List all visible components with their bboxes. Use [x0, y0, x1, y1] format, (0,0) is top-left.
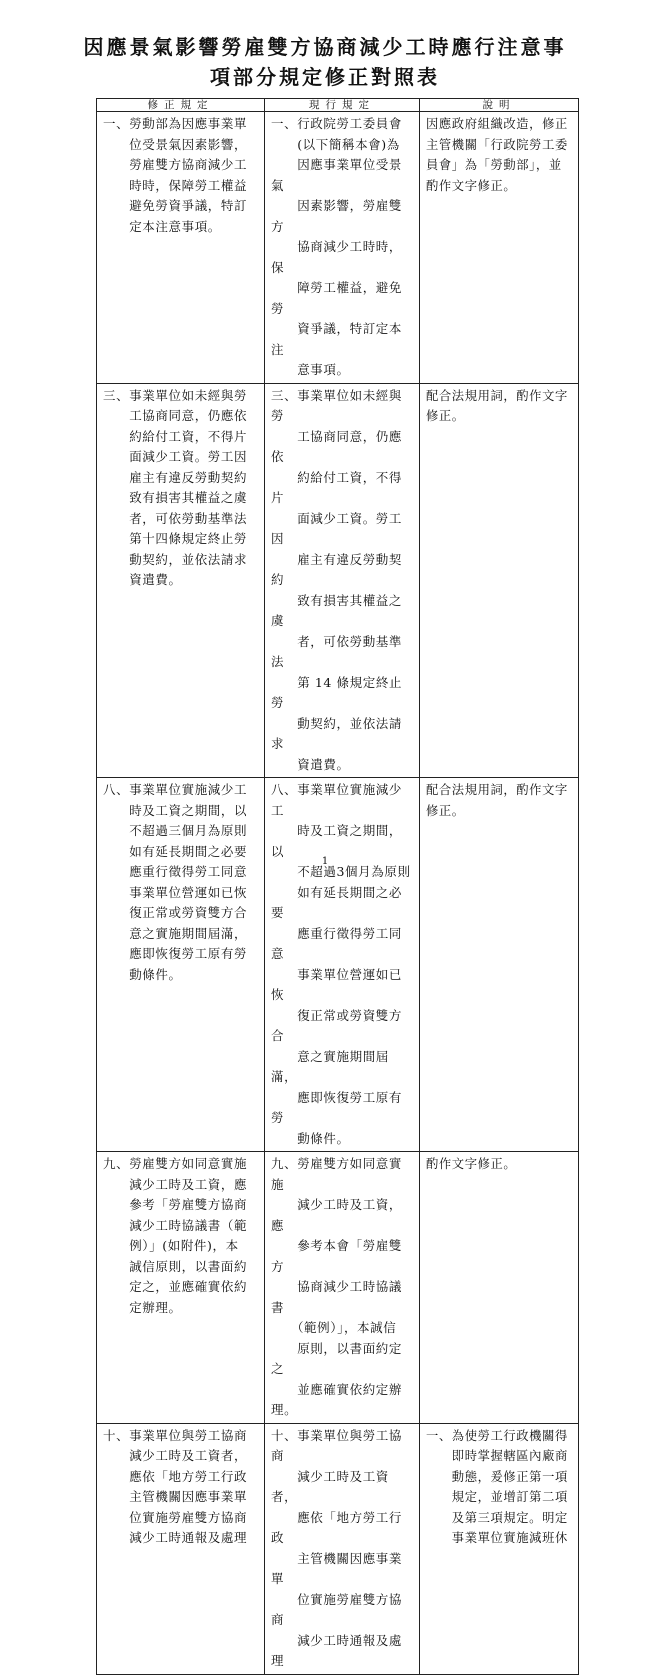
- table-row: [97, 383, 579, 778]
- note-text: 一、為使勞工行政機關得 即時掌握轄區內廠商 動態，爰修正第一項 規定，並增訂第二項 及第三項規定。明定 事業單位實施減班休: [426, 1428, 568, 1545]
- cell-note: [420, 1152, 579, 1424]
- header-explanation: 說明: [420, 99, 579, 112]
- table-row: [97, 112, 579, 384]
- cell-note: [420, 112, 579, 384]
- note-text: 酌作文字修正。: [426, 1157, 517, 1171]
- header-current: 現行規定: [265, 99, 420, 112]
- cell-current: [265, 1423, 420, 1674]
- note-text: 配合法規用詞，酌作文字 修正。: [426, 783, 568, 818]
- cell-current: [265, 1152, 420, 1424]
- revised-text: 一、勞動部為因應事業單 位受景氣因素影響， 勞雇雙方協商減少工 時時，保障勞工權益 避免勞資爭議，特訂 定本注意事項。: [103, 116, 248, 234]
- note-text: 配合法規用詞，酌作文字 修正。: [426, 388, 568, 423]
- current-text: 一、行政院勞工委員會 (以下簡稱本會)為 因應事業單位受景氣 因素影響，勞雇雙方 協商減少工時時，保 障勞工權益，避免勞 資爭議，特訂定本注 意事項。: [271, 116, 403, 377]
- table-row: [97, 1423, 579, 1674]
- cell-revised: [97, 383, 265, 778]
- document-title: [0, 32, 650, 92]
- current-text: 三、事業單位如未經與勞 工協商同意，仍應依 約給付工資，不得片 面減少工資。勞工因 雇主有違反勞動契約 致有損害其權益之虞 者，可依勞動基準法 第 14 條規定終止勞 動契約，並依法請求 資遣費。: [271, 387, 403, 772]
- title-line-1: 因應景氣影響勞雇雙方協商減少工時應行注意事: [83, 35, 567, 59]
- revised-text: 八、事業單位實施減少工 時及工資之期間，以 不超過三個月為原則 如有延長期間之必要 應重行徵得勞工同意 事業單位營運如已恢 復正常或勞資雙方合 意之實施期間屆滿， 應即恢復勞工原有勞 動條件。: [103, 782, 248, 982]
- revised-text: 九、勞雇雙方如同意實施 減少工時及工資，應 參考「勞雇雙方協商 減少工時協議書（範 例）」(如附件)，本 誠信原則，以書面約 定之，並應確實依約 定辦理。: [103, 1156, 248, 1315]
- cell-note: [420, 778, 579, 1152]
- table-row: [97, 1152, 579, 1424]
- revised-text: 三、事業單位如未經與勞 工協商同意，仍應依 約給付工資，不得片 面減少工資。勞工因 雇主有違反勞動契約 致有損害其權益之虞 者，可依勞動基準法 第十四條規定終止勞 動契約，並依法請求 資遣費。: [103, 387, 248, 587]
- cell-current: [265, 778, 420, 1152]
- page-number: 1: [321, 856, 329, 867]
- table-row: [97, 778, 579, 1152]
- comparison-table: [96, 98, 579, 1675]
- current-text: 八、事業單位實施減少工 時及工資之期間，以 不超過3個月為原則 如有延長期間之必要 應重行徵得勞工同意 事業單位營運如已恢 復正常或勞資雙方合 意之實施期間屆滿， 應即恢復勞工原有勞 動條件。: [271, 782, 411, 1146]
- cell-note: [420, 1423, 579, 1674]
- cell-revised: [97, 112, 265, 384]
- cell-current: [265, 383, 420, 778]
- current-text: 九、勞雇雙方如同意實施 減少工時及工資，應 參考本會「勞雇雙方 協商減少工時協議書 （範例）」，本誠信 原則，以書面約定之 並應確實依約定辦理。: [271, 1156, 403, 1417]
- cell-note: [420, 383, 579, 778]
- cell-current: [265, 112, 420, 384]
- cell-revised: [97, 778, 265, 1152]
- cell-revised: [97, 1423, 265, 1674]
- title-line-2: 項部分規定修正對照表: [210, 65, 440, 89]
- revised-text: 十、事業單位與勞工協商 減少工時及工資者， 應依「地方勞工行政 主管機關因應事業單 位實施勞雇雙方協商 減少工時通報及處理: [103, 1427, 248, 1545]
- current-text: 十、事業單位與勞工協商 減少工時及工資者， 應依「地方勞工行政 主管機關因應事業單 位實施勞雇雙方協商 減少工時通報及處理: [271, 1427, 403, 1668]
- cell-revised: [97, 1152, 265, 1424]
- table-header-row: [97, 99, 579, 112]
- note-text: 因應政府組織改造，修正 主管機關「行政院勞工委 員會」為「勞動部」，並 酌作文字修正。: [426, 117, 568, 193]
- header-revised: 修正規定: [97, 99, 265, 112]
